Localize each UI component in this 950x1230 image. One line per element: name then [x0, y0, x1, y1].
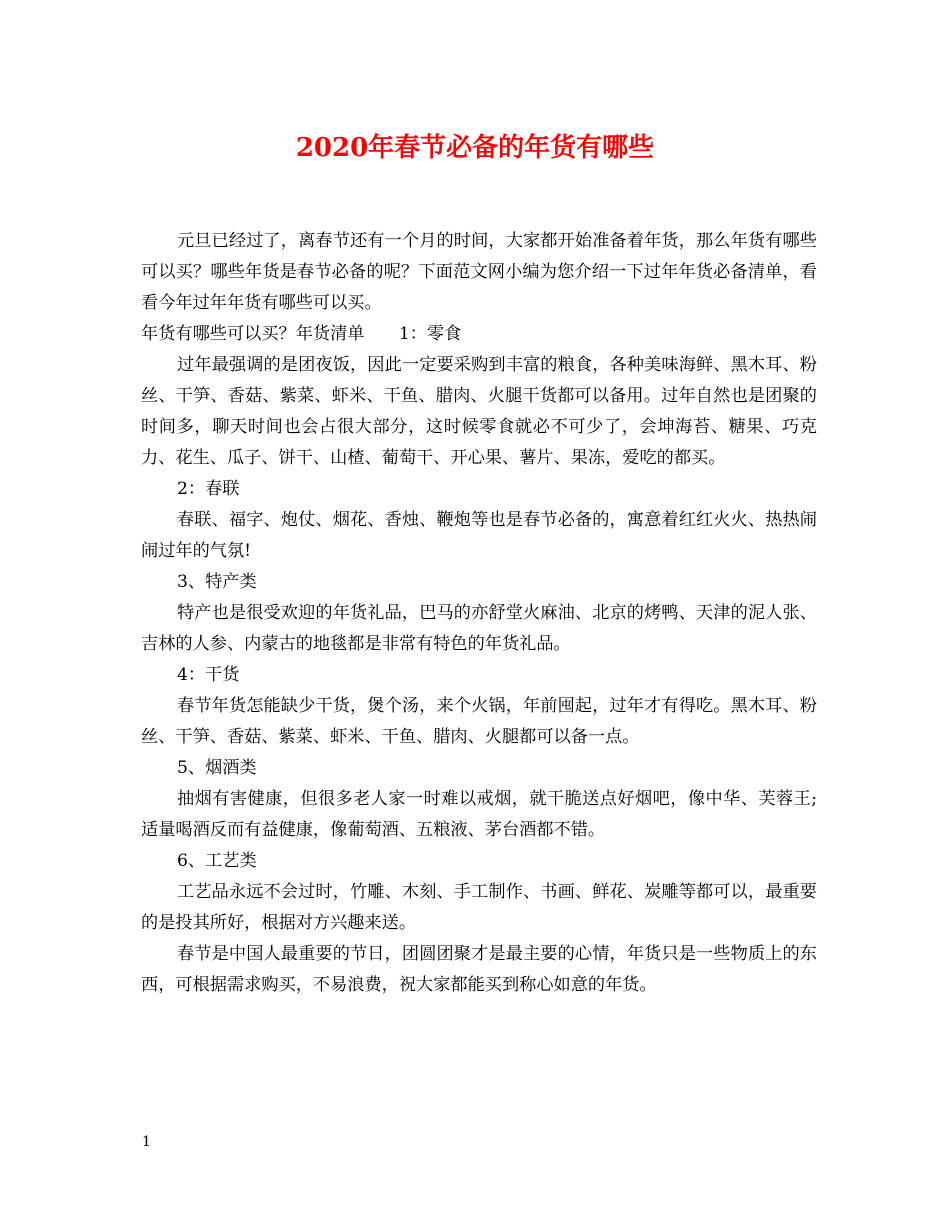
- paragraph: 年货有哪些可以买？年货清单 1：零食: [141, 324, 462, 344]
- paragraph: 特产也是很受欢迎的年货礼品，巴马的亦舒堂火麻油、北京的烤鸭、天津的泥人张、吉林的人参、内蒙古的地毯都是非常有特色的年货礼品。: [141, 603, 817, 654]
- page-number: 1: [142, 1134, 151, 1150]
- paragraph: 元旦已经过了，离春节还有一个月的时间，大家都开始准备着年货，那么年货有哪些可以买？哪些年货是春节必备的呢？下面范文网小编为您介绍一下过年年货必备清单，看看今年过年年货有哪些可以买。: [141, 231, 817, 313]
- section-heading: 6、工艺类: [177, 851, 257, 871]
- section-heading: 5、烟酒类: [177, 758, 257, 778]
- paragraph: 春节年货怎能缺少干货，煲个汤，来个火锅，年前囤起，过年才有得吃。黑木耳、粉丝、干笋、香菇、紫菜、虾米、干鱼、腊肉、火腿都可以备一点。: [141, 696, 817, 747]
- paragraph: 抽烟有害健康，但很多老人家一时难以戒烟，就干脆送点好烟吧，像中华、芙蓉王;适量喝酒反而有益健康，像葡萄酒、五粮液、茅台酒都不错。: [141, 789, 817, 840]
- paragraph: 春节是中国人最重要的节日，团圆团聚才是最主要的心情，年货只是一些物质上的东西，可根据需求购买，不易浪费，祝大家都能买到称心如意的年货。: [141, 944, 817, 995]
- section-heading: 2：春联: [177, 479, 240, 499]
- section-heading: 3、特产类: [177, 572, 257, 592]
- section-heading: 4：干货: [177, 665, 240, 685]
- paragraph: 春联、福字、炮仗、烟花、香烛、鞭炮等也是春节必备的，寓意着红红火火、热热闹闹过年的气氛!: [141, 510, 817, 561]
- paragraph: 工艺品永远不会过时，竹雕、木刻、手工制作、书画、鲜花、炭雕等都可以，最重要的是投其所好，根据对方兴趣来送。: [141, 882, 817, 933]
- paragraph: 过年最强调的是团夜饭，因此一定要采购到丰富的粮食，各种美味海鲜、黑木耳、粉丝、干笋、香菇、紫菜、虾米、干鱼、腊肉、火腿干货都可以备用。过年自然也是团聚的时间多，聊天时间也会占很大部分，这时候零食就必不可少了，会坤海苔、糖果、巧克力、花生、瓜子、饼干、山楂、葡萄干、开心果、薯片、果冻，爱吃的都买。: [141, 355, 817, 468]
- document-title: 2020年春节必备的年货有哪些: [295, 133, 655, 163]
- document-body: [141, 226, 817, 1001]
